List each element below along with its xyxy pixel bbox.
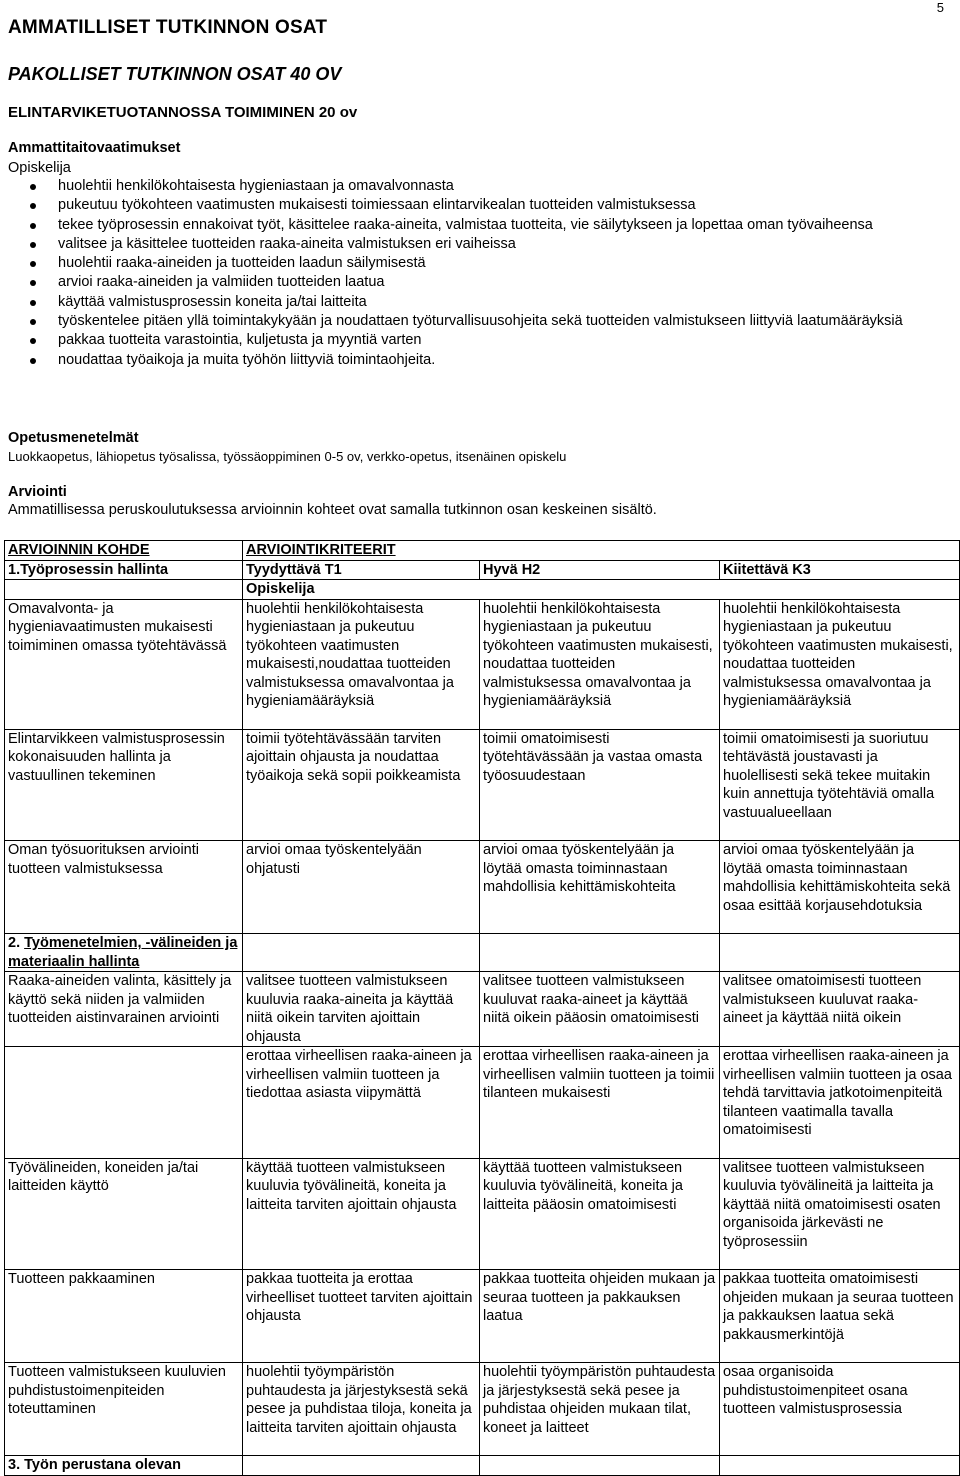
h2-cell: pakkaa tuotteita ohjeiden mukaan ja seuraa tuotteen ja pakkauksen laatua — [480, 1270, 720, 1363]
target-cell: Omavalvonta- ja hygieniavaatimusten mukaisesti toimiminen omassa työtehtävässä — [5, 599, 243, 729]
t1-cell: erottaa virheellisen raaka-aineen ja virheellisen valmiin tuotteen ja tiedottaa asiasta viipymättä — [243, 1047, 480, 1159]
assessment-text: Ammatillisessa peruskoulutuksessa arvioinnin kohteet ovat samalla tutkinnon osan keskeinen sisältö. — [8, 502, 657, 518]
methods-title: Opetusmenetelmät — [8, 430, 139, 446]
header-target: ARVIOINNIN KOHDE — [5, 541, 243, 561]
t1-cell: huolehtii henkilökohtaisesta hygieniastaan ja pukeutuu työkohteen vaatimusten mukaisesti,noudattaa tuotteiden valmistuksessa omavalvontaa ja hygieniamääräyksiä — [243, 599, 480, 729]
table-section-row — [5, 934, 960, 972]
section-2-number: 2. — [8, 935, 25, 951]
t1-cell: huolehtii työympäristön puhtaudesta ja järjestyksestä sekä pesee ja puhdistaa tiloja, koneita ja laitteita tarviten ajoittain ohjausta — [243, 1363, 480, 1456]
list-item: arvioi raaka-aineiden ja valmiiden tuotteiden laatua — [0, 273, 945, 292]
page-number: 5 — [936, 0, 944, 15]
table-row — [5, 1047, 960, 1159]
k3-cell: pakkaa tuotteita omatoimisesti ohjeiden mukaan ja seuraa tuotteen ja pakkauksen laatua sekä pakkausmerkintöjä — [720, 1270, 960, 1363]
table-row — [5, 1363, 960, 1456]
k3-cell: valitsee tuotteen valmistukseen kuuluvia työvälineitä ja laitteita ja käyttää niitä omatoimisesti osaten organisoida järkevästi ne työprosessiin — [720, 1158, 960, 1270]
target-cell: Tuotteen valmistukseen kuuluvien puhdistustoimenpiteiden toteuttaminen — [5, 1363, 243, 1456]
t1-cell: käyttää tuotteen valmistukseen kuuluvia työvälineitä, koneita ja laitteita tarviten ajoittain ohjausta — [243, 1158, 480, 1270]
empty-cell — [720, 934, 960, 972]
t1-cell: arvioi omaa työskentelyään ohjatusti — [243, 841, 480, 934]
table-row — [5, 972, 960, 1047]
list-item: huolehtii henkilökohtaisesta hygieniastaan ja omavalvonnasta — [0, 177, 945, 196]
k3-cell: arvioi omaa työskentelyään ja löytää omasta toiminnastaan mahdollisia kehittämiskohteita sekä osaa esittää korjausehdotuksia — [720, 841, 960, 934]
t1-cell: pakkaa tuotteita ja erottaa virheelliset tuotteet tarviten ajoittain ohjausta — [243, 1270, 480, 1363]
target-cell: Elintarvikkeen valmistusprosessin kokonaisuuden hallinta ja vastuullinen tekeminen — [5, 729, 243, 841]
heading-module: ELINTARVIKETUOTANNOSSA TOIMIMINEN 20 ov — [8, 104, 358, 121]
list-item: työskentelee pitäen yllä toimintakykyään ja noudattaen työturvallisuusohjeita sekä tuotteiden valmistukseen liittyviä laatumääräyksiä — [0, 312, 945, 331]
methods-text: Luokkaopetus, lähiopetus työsalissa, työssäoppiminen 0-5 ov, verkko-opetus, itsenäinen opiskelu — [8, 449, 567, 464]
t1-cell: valitsee tuotteen valmistukseen kuuluvia raaka-aineita ja käyttää niitä oikein tarviten ajoittain ohjausta — [243, 972, 480, 1047]
competence-list — [0, 177, 945, 370]
section-2-title — [5, 934, 243, 972]
h2-cell: huolehtii henkilökohtaisesta hygieniastaan ja pukeutuu työkohteen vaatimusten mukaisesti, noudattaa tuotteiden valmistuksessa omavalvontaa ja hygieniamääräyksiä — [480, 599, 720, 729]
table-section-row — [5, 1456, 960, 1476]
list-item: noudattaa työaikoja ja muita työhön liittyviä toimintaohjeita. — [0, 351, 945, 370]
k3-cell: valitsee omatoimisesti tuotteen valmistukseen kuuluvat raaka-aineet ja käyttää niitä oikein — [720, 972, 960, 1047]
target-cell: Tuotteen pakkaaminen — [5, 1270, 243, 1363]
k3-cell: erottaa virheellisen raaka-aineen ja virheellisen valmiin tuotteen ja osaa tehdä tarvittavia jatkotoimenpiteitä tilanteen vaatimalla tavalla omatoimisesti — [720, 1047, 960, 1159]
student-subheader: Opiskelija — [243, 580, 960, 600]
empty-cell — [720, 1456, 960, 1476]
list-item: valitsee ja käsittelee tuotteiden raaka-aineita valmistuksen eri vaiheissa — [0, 235, 945, 254]
h2-cell: valitsee tuotteen valmistukseen kuuluvat raaka-aineet ja käyttää niitä oikein pääosin omatoimisesti — [480, 972, 720, 1047]
list-item: tekee työprosessin ennakoivat työt, käsittelee raaka-aineita, valmistaa tuotteita, vie säilytykseen ja lopettaa oman työvaiheensa — [0, 216, 945, 235]
empty-cell — [480, 1456, 720, 1476]
empty-cell — [5, 1047, 243, 1159]
table-student-row — [5, 580, 960, 600]
k3-cell: osaa organisoida puhdistustoimenpiteet osana tuotteen valmistusprosessia — [720, 1363, 960, 1456]
target-cell: Raaka-aineiden valinta, käsittely ja käyttö sekä niiden ja valmiiden tuotteiden aistinvarainen arviointi — [5, 972, 243, 1047]
h2-cell: arvioi omaa työskentelyään ja löytää omasta toiminnastaan mahdollisia kehittämiskohteita — [480, 841, 720, 934]
competence-title: Ammattitaitovaatimukset — [8, 140, 181, 156]
table-row — [5, 1270, 960, 1363]
table-row — [5, 729, 960, 841]
k3-cell: huolehtii henkilökohtaisesta hygieniastaan ja pukeutuu työkohteen vaatimusten mukaisesti, noudattaa tuotteiden valmistuksessa omavalvontaa ja hygieniamääräyksiä — [720, 599, 960, 729]
heading-sub: PAKOLLISET TUTKINNON OSAT 40 OV — [8, 64, 342, 84]
empty-cell — [243, 934, 480, 972]
section-3-title: 3. Työn perustana olevan — [5, 1456, 243, 1476]
t1-cell: toimii työtehtävässään tarviten ajoittain ohjausta ja noudattaa työaikoja sekä sopii poikkeamista — [243, 729, 480, 841]
header-criteria: ARVIOINTIKRITEERIT — [243, 541, 960, 561]
assessment-table — [4, 540, 960, 1476]
section-2-label: Työmenetelmien, -välineiden ja materiaalin hallinta — [8, 935, 238, 970]
table-header-row — [5, 541, 960, 561]
section-1-title: 1.Työprosessin hallinta — [5, 560, 243, 580]
list-item: pukeutuu työkohteen vaatimusten mukaisesti toimiessaan elintarvikealan tuotteiden valmistuksessa — [0, 196, 945, 215]
table-row — [5, 599, 960, 729]
grade-t1: Tyydyttävä T1 — [243, 560, 480, 580]
h2-cell: käyttää tuotteen valmistukseen kuuluvia työvälineitä, koneita ja laitteita pääosin omatoimisesti — [480, 1158, 720, 1270]
target-cell: Oman työsuorituksen arviointi tuotteen valmistuksessa — [5, 841, 243, 934]
h2-cell: erottaa virheellisen raaka-aineen ja virheellisen valmiin tuotteen ja toimii tilanteen mukaisesti — [480, 1047, 720, 1159]
list-item: käyttää valmistusprosessin koneita ja/tai laitteita — [0, 293, 945, 312]
h2-cell: huolehtii työympäristön puhtaudesta ja järjestyksestä sekä pesee ja puhdistaa ohjeiden mukaan tilat, koneet ja laitteet — [480, 1363, 720, 1456]
table-grade-row — [5, 560, 960, 580]
h2-cell: toimii omatoimisesti työtehtävässään ja vastaa omasta työosuudestaan — [480, 729, 720, 841]
empty-cell — [480, 934, 720, 972]
target-cell: Työvälineiden, koneiden ja/tai laitteiden käyttö — [5, 1158, 243, 1270]
table-row — [5, 1158, 960, 1270]
table-row — [5, 841, 960, 934]
grade-k3: Kiitettävä K3 — [720, 560, 960, 580]
k3-cell: toimii omatoimisesti ja suoriutuu tehtävästä joustavasti ja huolellisesti sekä tekee muitakin kuin annettuja työtehtäviä omalla vastuualueellaan — [720, 729, 960, 841]
student-label: Opiskelija — [8, 160, 71, 176]
empty-cell — [243, 1456, 480, 1476]
empty-cell — [5, 580, 243, 600]
list-item: huolehtii raaka-aineiden ja tuotteiden laadun säilymisestä — [0, 254, 945, 273]
assessment-title: Arviointi — [8, 484, 67, 500]
grade-h2: Hyvä H2 — [480, 560, 720, 580]
list-item: pakkaa tuotteita varastointia, kuljetusta ja myyntiä varten — [0, 331, 945, 350]
heading-main: AMMATILLISET TUTKINNON OSAT — [8, 17, 328, 38]
